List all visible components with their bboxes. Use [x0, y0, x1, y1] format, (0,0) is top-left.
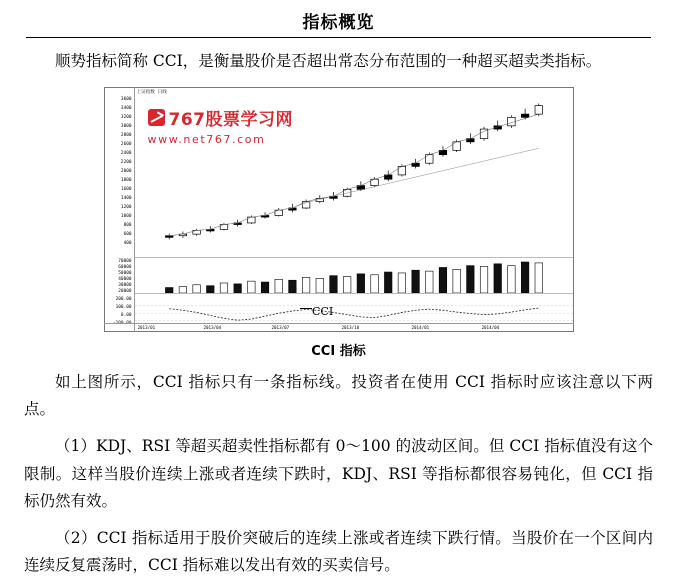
volume-axis-label: 40000: [118, 277, 132, 283]
cci-axis-label: -100.00: [112, 321, 132, 327]
paragraph-body-2: （1）KDJ、RSI 等超买超卖性指标都有 0～100 的波动区间。但 CCI 指标值没有这个限制。这样当股价连续上涨或者连续下跌时，KDJ、RSI 等指标都很容易钝化，但 CCI 指标仍然有效。: [24, 437, 653, 510]
paragraph-intro: 顺势指标简称 CCI，是衡量股价是否超出常态分布范围的一种超买超卖类指标。: [55, 52, 602, 70]
axis-label: 2000: [120, 169, 132, 175]
volume-axis-label: 70000: [118, 259, 132, 265]
volume-svg: [135, 258, 573, 293]
axis-label: 2200: [120, 160, 132, 166]
watermark: [148, 105, 294, 146]
axis-label: 1800: [120, 178, 132, 184]
volume-axis-label: 20000: [118, 289, 132, 295]
date-tick: 2013/01: [137, 325, 156, 331]
figure-chart: [104, 87, 574, 332]
watermark-main-text: 767股票学习网: [168, 110, 293, 131]
axis-label: 3600: [120, 97, 132, 103]
paragraph-body-1: 如上图所示，CCI 指标只有一条指标线。投资者在使用 CCI 指标时应该注意以下两点。: [24, 373, 653, 419]
chart-header-text: 上证指数 日线: [136, 90, 167, 96]
axis-label: 1600: [120, 187, 132, 193]
date-tick: 2014/04: [481, 325, 500, 331]
figure-caption: CCI 指标: [311, 344, 366, 360]
cci-axis-label: 100.00: [115, 305, 132, 311]
cci-plot: [135, 293, 573, 324]
cci-axis-label: 0.00: [120, 313, 132, 319]
volume-axis-label: 30000: [118, 283, 132, 289]
date-tick: 2014/01: [411, 325, 430, 331]
axis-label: 400: [123, 241, 132, 247]
page-title: 指标概览: [302, 13, 375, 33]
axis-label: 2400: [120, 151, 132, 157]
title-divider: [26, 37, 651, 38]
date-axis: [104, 323, 574, 332]
axis-label: 2600: [120, 142, 132, 148]
axis-label: 3000: [120, 124, 132, 130]
cci-annotation: CCI: [312, 305, 334, 318]
axis-label: 600: [123, 232, 132, 238]
cci-axis-label: 200.00: [115, 297, 132, 303]
date-tick: 2013/07: [271, 325, 290, 331]
axis-label: 2800: [120, 133, 132, 139]
axis-label: 1400: [120, 196, 132, 202]
volume-axis-label: 50000: [118, 271, 132, 277]
axis-label: 1200: [120, 205, 132, 211]
axis-label: 3200: [120, 115, 132, 121]
cci-svg: [135, 294, 573, 324]
paragraph-body-3: （2）CCI 指标适用于股价突破后的连续上涨或者连续下跌行情。当股价在一个区间内连续反复震荡时，CCI 指标难以发出有效的买卖信号。: [24, 528, 653, 574]
document-page: [0, 8, 677, 583]
price-axis: [104, 87, 135, 332]
cci-pointer: [300, 308, 312, 309]
date-tick: 2013/10: [341, 325, 360, 331]
watermark-sub-text: www.net767.com: [147, 133, 266, 147]
axis-label: 800: [123, 223, 132, 229]
axis-label: 1000: [120, 214, 132, 220]
volume-axis-label: 60000: [118, 265, 132, 271]
volume-plot: [135, 257, 573, 293]
axis-label: 3400: [120, 106, 132, 112]
red-chart-badge-icon: [148, 109, 165, 126]
date-tick: 2013/04: [203, 325, 222, 331]
